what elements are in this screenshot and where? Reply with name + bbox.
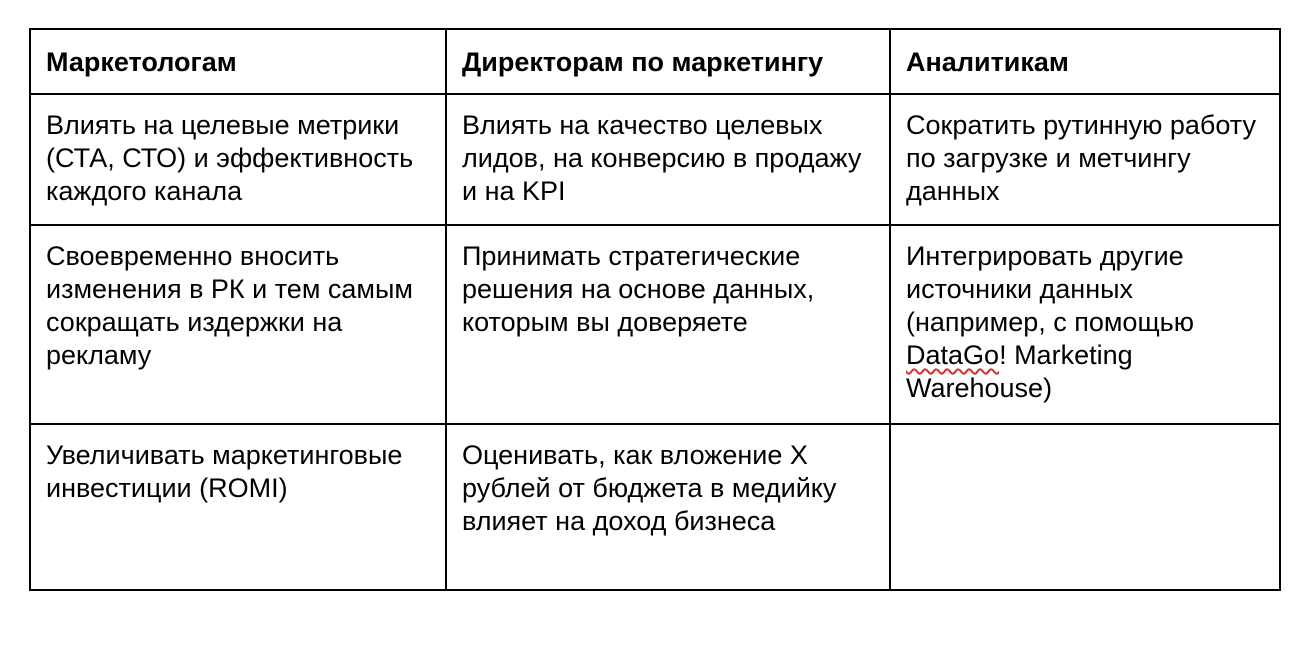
- header-marketing-directors: Директорам по маркетингу: [446, 29, 890, 94]
- table-cell: Увеличивать маркетинговые инвестиции (ROMI): [30, 424, 446, 590]
- table-cell: Своевременно вносить изменения в РК и тем самым сокращать издержки на рекламу: [30, 225, 446, 424]
- empty-table-cell: [890, 424, 1280, 590]
- header-marketers: Маркетологам: [30, 29, 446, 94]
- table-cell: Влиять на качество целевых лидов, на конверсию в продажу и на KPI: [446, 94, 890, 225]
- cell-text-before: Интегрировать другие источники данных (например, с помощью: [906, 241, 1194, 337]
- table-cell: [890, 225, 1280, 424]
- audience-benefits-table: [29, 28, 1281, 591]
- table-cell: Оценивать, как вложение Х рублей от бюджета в медийку влияет на доход бизнеса: [446, 424, 890, 590]
- table-row: [30, 94, 1280, 225]
- cell-text-after: ! Marketing Warehouse): [906, 340, 1133, 403]
- header-analysts: Аналитикам: [890, 29, 1280, 94]
- table-header-row: [30, 29, 1280, 94]
- spellcheck-flagged-word[interactable]: DataGo: [906, 340, 1000, 370]
- table-row: [30, 225, 1280, 424]
- table-cell: Сократить рутинную работу по загрузке и метчингу данных: [890, 94, 1280, 225]
- table-cell: Принимать стратегические решения на основе данных, которым вы доверяете: [446, 225, 890, 424]
- table-row: [30, 424, 1280, 590]
- table-cell: Влиять на целевые метрики (СТА, СТО) и эффективность каждого канала: [30, 94, 446, 225]
